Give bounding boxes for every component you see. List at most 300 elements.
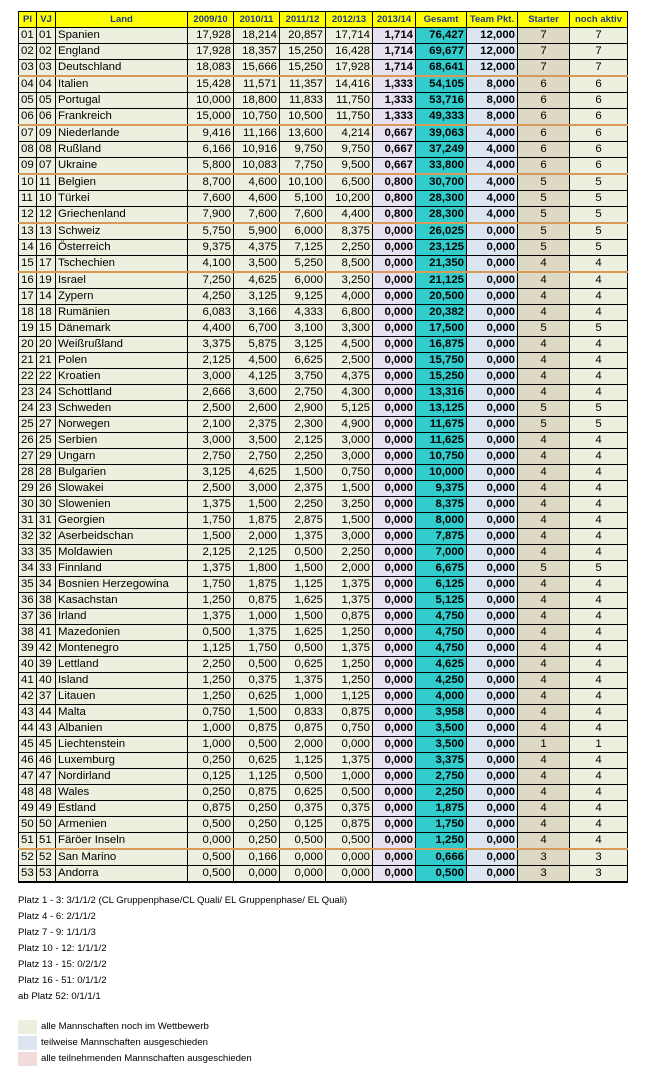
cell-noch-aktiv: 4 bbox=[570, 385, 628, 401]
cell-team-pkt: 0,000 bbox=[467, 689, 518, 705]
cell-gesamt: 20,500 bbox=[416, 289, 467, 305]
cell-vj: 31 bbox=[37, 513, 56, 529]
cell-2010-11: 4,625 bbox=[234, 465, 280, 481]
table-row bbox=[19, 401, 628, 417]
cell-2010-11: 1,800 bbox=[234, 561, 280, 577]
table-row bbox=[19, 207, 628, 224]
cell-2011-12: 6,000 bbox=[280, 223, 326, 240]
cell-2011-12: 6,625 bbox=[280, 353, 326, 369]
cell-2010-11: 1,875 bbox=[234, 513, 280, 529]
table-row bbox=[19, 705, 628, 721]
table-row bbox=[19, 817, 628, 833]
cell-team-pkt: 12,000 bbox=[467, 60, 518, 77]
cell-vj: 47 bbox=[37, 769, 56, 785]
cell-starter: 4 bbox=[518, 721, 570, 737]
cell-2009-10: 3,125 bbox=[188, 465, 234, 481]
cell-2009-10: 1,250 bbox=[188, 689, 234, 705]
cell-2012-13: 0,500 bbox=[326, 785, 373, 801]
cell-vj: 09 bbox=[37, 125, 56, 142]
legend-swatch bbox=[18, 1036, 37, 1050]
cell-gesamt: 3,958 bbox=[416, 705, 467, 721]
cell-2013-14: 0,000 bbox=[373, 513, 416, 529]
table-row bbox=[19, 256, 628, 273]
cell-starter: 4 bbox=[518, 513, 570, 529]
cell-2011-12: 9,750 bbox=[280, 142, 326, 158]
cell-2013-14: 0,000 bbox=[373, 256, 416, 273]
cell-team-pkt: 0,000 bbox=[467, 240, 518, 256]
cell-pl: 28 bbox=[19, 465, 37, 481]
cell-2012-13: 8,500 bbox=[326, 256, 373, 273]
cell-noch-aktiv: 4 bbox=[570, 272, 628, 289]
cell-pl: 13 bbox=[19, 223, 37, 240]
table-row bbox=[19, 353, 628, 369]
cell-starter: 4 bbox=[518, 529, 570, 545]
cell-vj: 19 bbox=[37, 272, 56, 289]
cell-team-pkt: 0,000 bbox=[467, 497, 518, 513]
cell-2012-13: 6,500 bbox=[326, 174, 373, 191]
legend-label: teilweise Mannschaften ausgeschieden bbox=[41, 1037, 208, 1048]
cell-2009-10: 6,166 bbox=[188, 142, 234, 158]
cell-2011-12: 5,250 bbox=[280, 256, 326, 273]
cell-2010-11: 1,875 bbox=[234, 577, 280, 593]
cell-land: Montenegro bbox=[56, 641, 188, 657]
table-row bbox=[19, 465, 628, 481]
cell-starter: 5 bbox=[518, 191, 570, 207]
cell-2011-12: 0,625 bbox=[280, 785, 326, 801]
cell-2011-12: 2,300 bbox=[280, 417, 326, 433]
cell-starter: 3 bbox=[518, 866, 570, 883]
cell-land: Tschechien bbox=[56, 256, 188, 273]
cell-vj: 51 bbox=[37, 833, 56, 850]
cell-noch-aktiv: 4 bbox=[570, 625, 628, 641]
cell-land: Mazedonien bbox=[56, 625, 188, 641]
cell-2010-11: 4,600 bbox=[234, 191, 280, 207]
cell-2013-14: 1,333 bbox=[373, 109, 416, 126]
cell-starter: 4 bbox=[518, 785, 570, 801]
cell-team-pkt: 0,000 bbox=[467, 481, 518, 497]
cell-pl: 06 bbox=[19, 109, 37, 126]
cell-2012-13: 4,300 bbox=[326, 385, 373, 401]
cell-vj: 50 bbox=[37, 817, 56, 833]
cell-2011-12: 1,625 bbox=[280, 625, 326, 641]
cell-2013-14: 0,000 bbox=[373, 609, 416, 625]
cell-2009-10: 1,375 bbox=[188, 609, 234, 625]
cell-2013-14: 0,667 bbox=[373, 158, 416, 175]
cell-gesamt: 1,250 bbox=[416, 833, 467, 850]
cell-team-pkt: 0,000 bbox=[467, 801, 518, 817]
cell-noch-aktiv: 4 bbox=[570, 256, 628, 273]
cell-land: England bbox=[56, 44, 188, 60]
cell-gesamt: 30,700 bbox=[416, 174, 467, 191]
cell-2010-11: 1,375 bbox=[234, 625, 280, 641]
cell-2012-13: 1,375 bbox=[326, 577, 373, 593]
cell-2013-14: 0,000 bbox=[373, 545, 416, 561]
cell-team-pkt: 12,000 bbox=[467, 28, 518, 44]
cell-vj: 13 bbox=[37, 223, 56, 240]
cell-noch-aktiv: 5 bbox=[570, 223, 628, 240]
cell-starter: 1 bbox=[518, 737, 570, 753]
legend-label: alle teilnehmenden Mannschaften ausgeschieden bbox=[41, 1053, 252, 1064]
cell-noch-aktiv: 3 bbox=[570, 849, 628, 866]
cell-team-pkt: 4,000 bbox=[467, 142, 518, 158]
cell-pl: 10 bbox=[19, 174, 37, 191]
cell-2012-13: 0,375 bbox=[326, 801, 373, 817]
cell-2009-10: 0,750 bbox=[188, 705, 234, 721]
cell-vj: 45 bbox=[37, 737, 56, 753]
cell-gesamt: 3,375 bbox=[416, 753, 467, 769]
cell-gesamt: 23,125 bbox=[416, 240, 467, 256]
cell-2010-11: 10,916 bbox=[234, 142, 280, 158]
cell-2011-12: 3,125 bbox=[280, 337, 326, 353]
cell-pl: 33 bbox=[19, 545, 37, 561]
cell-gesamt: 53,716 bbox=[416, 93, 467, 109]
cell-2012-13: 17,714 bbox=[326, 28, 373, 44]
cell-2010-11: 0,875 bbox=[234, 785, 280, 801]
cell-vj: 43 bbox=[37, 721, 56, 737]
cell-2009-10: 2,500 bbox=[188, 481, 234, 497]
cell-noch-aktiv: 4 bbox=[570, 769, 628, 785]
cell-2013-14: 0,000 bbox=[373, 785, 416, 801]
cell-vj: 46 bbox=[37, 753, 56, 769]
cell-noch-aktiv: 5 bbox=[570, 207, 628, 224]
cell-2010-11: 6,700 bbox=[234, 321, 280, 337]
cell-2013-14: 0,000 bbox=[373, 481, 416, 497]
cell-land: Armenien bbox=[56, 817, 188, 833]
cell-team-pkt: 0,000 bbox=[467, 737, 518, 753]
cell-vj: 04 bbox=[37, 76, 56, 93]
table-row bbox=[19, 125, 628, 142]
cell-pl: 35 bbox=[19, 577, 37, 593]
cell-2013-14: 1,714 bbox=[373, 60, 416, 77]
cell-vj: 14 bbox=[37, 289, 56, 305]
cell-starter: 7 bbox=[518, 28, 570, 44]
cell-team-pkt: 0,000 bbox=[467, 353, 518, 369]
cell-land: Liechtenstein bbox=[56, 737, 188, 753]
cell-land: Andorra bbox=[56, 866, 188, 883]
cell-2009-10: 2,666 bbox=[188, 385, 234, 401]
cell-vj: 18 bbox=[37, 305, 56, 321]
cell-team-pkt: 0,000 bbox=[467, 321, 518, 337]
cell-land: Belgien bbox=[56, 174, 188, 191]
cell-noch-aktiv: 4 bbox=[570, 513, 628, 529]
cell-team-pkt: 0,000 bbox=[467, 577, 518, 593]
cell-starter: 4 bbox=[518, 609, 570, 625]
cell-land: Israel bbox=[56, 272, 188, 289]
cell-team-pkt: 0,000 bbox=[467, 785, 518, 801]
cell-pl: 41 bbox=[19, 673, 37, 689]
cell-gesamt: 15,750 bbox=[416, 353, 467, 369]
cell-starter: 6 bbox=[518, 76, 570, 93]
cell-2013-14: 0,000 bbox=[373, 721, 416, 737]
header-starter: Starter bbox=[518, 12, 570, 28]
cell-pl: 03 bbox=[19, 60, 37, 77]
cell-starter: 4 bbox=[518, 369, 570, 385]
header-pl: Pl bbox=[19, 12, 37, 28]
cell-2011-12: 1,000 bbox=[280, 689, 326, 705]
cell-pl: 47 bbox=[19, 769, 37, 785]
cell-2009-10: 1,125 bbox=[188, 641, 234, 657]
cell-pl: 32 bbox=[19, 529, 37, 545]
cell-gesamt: 7,000 bbox=[416, 545, 467, 561]
cell-gesamt: 49,333 bbox=[416, 109, 467, 126]
cell-noch-aktiv: 4 bbox=[570, 305, 628, 321]
cell-2013-14: 0,000 bbox=[373, 641, 416, 657]
note-line: Platz 16 - 51: 0/1/1/2 bbox=[18, 975, 107, 986]
cell-pl: 07 bbox=[19, 125, 37, 142]
cell-2012-13: 0,750 bbox=[326, 721, 373, 737]
cell-2010-11: 10,083 bbox=[234, 158, 280, 175]
cell-vj: 27 bbox=[37, 417, 56, 433]
table-row bbox=[19, 417, 628, 433]
cell-2013-14: 0,000 bbox=[373, 417, 416, 433]
cell-2011-12: 7,600 bbox=[280, 207, 326, 224]
table-row bbox=[19, 272, 628, 289]
table-row bbox=[19, 673, 628, 689]
cell-2011-12: 0,625 bbox=[280, 657, 326, 673]
cell-noch-aktiv: 6 bbox=[570, 125, 628, 142]
cell-2011-12: 1,125 bbox=[280, 753, 326, 769]
cell-2010-11: 18,357 bbox=[234, 44, 280, 60]
cell-noch-aktiv: 6 bbox=[570, 76, 628, 93]
cell-gesamt: 13,316 bbox=[416, 385, 467, 401]
cell-2009-10: 18,083 bbox=[188, 60, 234, 77]
cell-2012-13: 6,800 bbox=[326, 305, 373, 321]
cell-starter: 4 bbox=[518, 272, 570, 289]
cell-2012-13: 1,500 bbox=[326, 513, 373, 529]
cell-2012-13: 3,250 bbox=[326, 497, 373, 513]
cell-team-pkt: 4,000 bbox=[467, 125, 518, 142]
cell-noch-aktiv: 5 bbox=[570, 561, 628, 577]
cell-noch-aktiv: 3 bbox=[570, 866, 628, 883]
cell-2011-12: 13,600 bbox=[280, 125, 326, 142]
cell-noch-aktiv: 4 bbox=[570, 497, 628, 513]
cell-vj: 11 bbox=[37, 174, 56, 191]
cell-2009-10: 0,125 bbox=[188, 769, 234, 785]
cell-land: Estland bbox=[56, 801, 188, 817]
cell-land: Spanien bbox=[56, 28, 188, 44]
cell-2012-13: 3,250 bbox=[326, 272, 373, 289]
cell-2013-14: 0,800 bbox=[373, 191, 416, 207]
cell-starter: 4 bbox=[518, 449, 570, 465]
cell-starter: 3 bbox=[518, 849, 570, 866]
cell-team-pkt: 0,000 bbox=[467, 465, 518, 481]
cell-2012-13: 0,750 bbox=[326, 465, 373, 481]
cell-2012-13: 1,500 bbox=[326, 481, 373, 497]
cell-team-pkt: 0,000 bbox=[467, 289, 518, 305]
cell-noch-aktiv: 4 bbox=[570, 705, 628, 721]
cell-2010-11: 0,625 bbox=[234, 689, 280, 705]
cell-team-pkt: 0,000 bbox=[467, 817, 518, 833]
cell-2013-14: 0,000 bbox=[373, 673, 416, 689]
cell-gesamt: 33,800 bbox=[416, 158, 467, 175]
cell-2010-11: 0,875 bbox=[234, 721, 280, 737]
cell-2012-13: 2,500 bbox=[326, 353, 373, 369]
cell-2012-13: 1,000 bbox=[326, 769, 373, 785]
cell-starter: 5 bbox=[518, 401, 570, 417]
cell-starter: 4 bbox=[518, 833, 570, 850]
legend-swatch bbox=[18, 1020, 37, 1034]
cell-starter: 6 bbox=[518, 125, 570, 142]
cell-land: Rumänien bbox=[56, 305, 188, 321]
cell-land: Finnland bbox=[56, 561, 188, 577]
cell-gesamt: 76,427 bbox=[416, 28, 467, 44]
cell-2009-10: 5,750 bbox=[188, 223, 234, 240]
table-row bbox=[19, 561, 628, 577]
cell-2011-12: 0,500 bbox=[280, 833, 326, 850]
cell-2013-14: 0,000 bbox=[373, 866, 416, 883]
cell-2013-14: 0,000 bbox=[373, 465, 416, 481]
cell-vj: 36 bbox=[37, 609, 56, 625]
cell-team-pkt: 0,000 bbox=[467, 385, 518, 401]
cell-2012-13: 3,000 bbox=[326, 433, 373, 449]
cell-pl: 05 bbox=[19, 93, 37, 109]
cell-gesamt: 2,250 bbox=[416, 785, 467, 801]
table-row bbox=[19, 577, 628, 593]
cell-2012-13: 9,750 bbox=[326, 142, 373, 158]
cell-2013-14: 0,000 bbox=[373, 849, 416, 866]
cell-pl: 15 bbox=[19, 256, 37, 273]
cell-gesamt: 6,125 bbox=[416, 577, 467, 593]
cell-land: Portugal bbox=[56, 93, 188, 109]
cell-2011-12: 0,875 bbox=[280, 721, 326, 737]
cell-noch-aktiv: 4 bbox=[570, 289, 628, 305]
cell-2011-12: 2,375 bbox=[280, 481, 326, 497]
cell-pl: 21 bbox=[19, 353, 37, 369]
cell-2010-11: 0,625 bbox=[234, 753, 280, 769]
cell-2010-11: 1,125 bbox=[234, 769, 280, 785]
table-row bbox=[19, 191, 628, 207]
cell-pl: 49 bbox=[19, 801, 37, 817]
cell-2009-10: 7,900 bbox=[188, 207, 234, 224]
cell-2010-11: 4,375 bbox=[234, 240, 280, 256]
cell-2011-12: 2,000 bbox=[280, 737, 326, 753]
table-row bbox=[19, 497, 628, 513]
cell-gesamt: 11,625 bbox=[416, 433, 467, 449]
cell-pl: 42 bbox=[19, 689, 37, 705]
cell-land: Slowenien bbox=[56, 497, 188, 513]
cell-starter: 4 bbox=[518, 817, 570, 833]
cell-pl: 01 bbox=[19, 28, 37, 44]
cell-starter: 7 bbox=[518, 60, 570, 77]
cell-noch-aktiv: 1 bbox=[570, 737, 628, 753]
cell-2010-11: 5,875 bbox=[234, 337, 280, 353]
cell-land: Griechenland bbox=[56, 207, 188, 224]
cell-team-pkt: 0,000 bbox=[467, 849, 518, 866]
table-row bbox=[19, 158, 628, 175]
cell-gesamt: 1,750 bbox=[416, 817, 467, 833]
cell-land: Bosnien Herzegowina bbox=[56, 577, 188, 593]
cell-noch-aktiv: 4 bbox=[570, 721, 628, 737]
cell-2009-10: 0,250 bbox=[188, 753, 234, 769]
cell-vj: 37 bbox=[37, 689, 56, 705]
cell-2009-10: 8,700 bbox=[188, 174, 234, 191]
cell-land: Polen bbox=[56, 353, 188, 369]
cell-starter: 5 bbox=[518, 240, 570, 256]
header-land: Land bbox=[56, 12, 188, 28]
cell-2010-11: 0,166 bbox=[234, 849, 280, 866]
cell-2010-11: 5,900 bbox=[234, 223, 280, 240]
cell-noch-aktiv: 4 bbox=[570, 353, 628, 369]
cell-2011-12: 2,875 bbox=[280, 513, 326, 529]
cell-2013-14: 0,000 bbox=[373, 577, 416, 593]
cell-2009-10: 0,250 bbox=[188, 785, 234, 801]
cell-land: Deutschland bbox=[56, 60, 188, 77]
cell-noch-aktiv: 5 bbox=[570, 174, 628, 191]
cell-gesamt: 8,000 bbox=[416, 513, 467, 529]
cell-pl: 39 bbox=[19, 641, 37, 657]
cell-noch-aktiv: 7 bbox=[570, 28, 628, 44]
cell-starter: 5 bbox=[518, 223, 570, 240]
cell-2009-10: 10,000 bbox=[188, 93, 234, 109]
cell-pl: 34 bbox=[19, 561, 37, 577]
cell-starter: 4 bbox=[518, 705, 570, 721]
cell-2009-10: 1,750 bbox=[188, 577, 234, 593]
cell-2013-14: 0,000 bbox=[373, 705, 416, 721]
cell-2009-10: 3,375 bbox=[188, 337, 234, 353]
cell-2011-12: 2,125 bbox=[280, 433, 326, 449]
cell-2013-14: 0,000 bbox=[373, 497, 416, 513]
cell-starter: 6 bbox=[518, 93, 570, 109]
cell-team-pkt: 4,000 bbox=[467, 191, 518, 207]
cell-noch-aktiv: 4 bbox=[570, 481, 628, 497]
table-row bbox=[19, 785, 628, 801]
table-row bbox=[19, 28, 628, 44]
header-season-2012-13: 2012/13 bbox=[326, 12, 373, 28]
cell-2013-14: 0,800 bbox=[373, 207, 416, 224]
cell-vj: 30 bbox=[37, 497, 56, 513]
cell-noch-aktiv: 6 bbox=[570, 158, 628, 175]
cell-gesamt: 68,641 bbox=[416, 60, 467, 77]
cell-starter: 4 bbox=[518, 769, 570, 785]
cell-2010-11: 2,000 bbox=[234, 529, 280, 545]
cell-2009-10: 2,750 bbox=[188, 449, 234, 465]
cell-2013-14: 0,000 bbox=[373, 353, 416, 369]
cell-2010-11: 10,750 bbox=[234, 109, 280, 126]
cell-team-pkt: 0,000 bbox=[467, 561, 518, 577]
cell-noch-aktiv: 4 bbox=[570, 817, 628, 833]
cell-2009-10: 15,428 bbox=[188, 76, 234, 93]
cell-2010-11: 3,000 bbox=[234, 481, 280, 497]
cell-2011-12: 2,750 bbox=[280, 385, 326, 401]
table-row bbox=[19, 689, 628, 705]
cell-2011-12: 7,125 bbox=[280, 240, 326, 256]
cell-2012-13: 4,214 bbox=[326, 125, 373, 142]
note-line: ab Platz 52: 0/1/1/1 bbox=[18, 991, 101, 1002]
cell-noch-aktiv: 4 bbox=[570, 609, 628, 625]
cell-2011-12: 15,250 bbox=[280, 44, 326, 60]
cell-pl: 27 bbox=[19, 449, 37, 465]
cell-2011-12: 0,000 bbox=[280, 849, 326, 866]
cell-pl: 46 bbox=[19, 753, 37, 769]
table-row bbox=[19, 609, 628, 625]
cell-starter: 4 bbox=[518, 657, 570, 673]
cell-land: Schweiz bbox=[56, 223, 188, 240]
cell-2013-14: 0,000 bbox=[373, 321, 416, 337]
cell-team-pkt: 0,000 bbox=[467, 625, 518, 641]
cell-2010-11: 0,000 bbox=[234, 866, 280, 883]
cell-2009-10: 2,125 bbox=[188, 545, 234, 561]
cell-2009-10: 2,250 bbox=[188, 657, 234, 673]
cell-starter: 5 bbox=[518, 174, 570, 191]
header-season-2009-10: 2009/10 bbox=[188, 12, 234, 28]
table-row bbox=[19, 109, 628, 126]
cell-2011-12: 11,357 bbox=[280, 76, 326, 93]
cell-2011-12: 0,833 bbox=[280, 705, 326, 721]
cell-noch-aktiv: 4 bbox=[570, 577, 628, 593]
cell-2010-11: 0,250 bbox=[234, 833, 280, 850]
cell-2011-12: 0,375 bbox=[280, 801, 326, 817]
cell-2009-10: 2,100 bbox=[188, 417, 234, 433]
